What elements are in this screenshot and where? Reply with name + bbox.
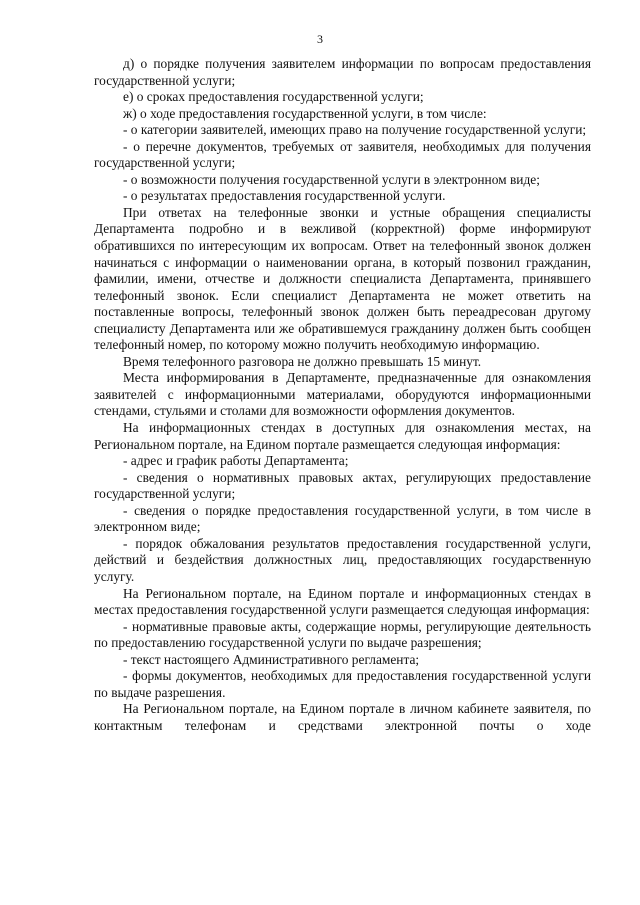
paragraph: - сведения о нормативных правовых актах, регулирующих предоставление государственной услуги; xyxy=(94,469,591,502)
paragraph: - адрес и график работы Департамента; xyxy=(123,453,349,469)
paragraph: - порядок обжалования результатов предоставления государственной услуги, действий и бездействия должностных лиц, предоставляющих государственную услугу. xyxy=(94,535,591,584)
paragraph: Места информирования в Департаменте, предназначенные для ознакомления заявителей с информационными материалами, оборудуются информационными стендами, стульями и столами для возможности оформления документов. xyxy=(94,370,591,419)
paragraph: е) о сроках предоставления государственной услуги; xyxy=(123,89,424,105)
paragraph: При ответах на телефонные звонки и устные обращения специалисты Департамента подробно и в вежливой (корректной) форме информируют обратившихся по интересующим их вопросам. Ответ на телефонный звонок должен начинаться с информации о наименовании органа, в который позвонил гражданин, фамилии, имени, отчестве и должности специалиста Департамента, принявшего телефонный звонок. Если специалист Департамента не может ответить на поставленные вопросы, телефонный звонок должен быть переадресован другому специалисту Департамента или же обратившемуся гражданину должен быть сообщен телефонный номер, по которому можно получить необходимую информацию. xyxy=(94,204,591,353)
page-number: 3 xyxy=(317,32,323,46)
paragraph: На Региональном портале, на Едином портале и информационных стендах в местах предоставления государственной услуги размещается следующая информация: xyxy=(94,585,591,618)
paragraph: - текст настоящего Административного регламента; xyxy=(123,651,420,667)
paragraph: д) о порядке получения заявителем информации по вопросам предоставления государственной услуги; xyxy=(94,56,591,88)
paragraph: - о категории заявителей, имеющих право на получение государственной услуги; xyxy=(123,122,587,138)
paragraph: ж) о ходе предоставления государственной услуги, в том числе: xyxy=(123,105,487,121)
paragraph: На Региональном портале, на Едином портале в личном кабинете заявителя, по контактным телефонам и средствами электронной почты о ходе xyxy=(94,701,591,733)
document-body xyxy=(94,56,591,734)
paragraph: - формы документов, необходимых для предоставления государственной услуги по выдаче разрешения. xyxy=(94,668,591,700)
paragraph: - о возможности получения государственной услуги в электронном виде; xyxy=(123,171,540,187)
paragraph: - о перечне документов, требуемых от заявителя, необходимых для получения государственной услуги; xyxy=(94,138,591,171)
paragraph: - нормативные правовые акты, содержащие нормы, регулирующие деятельность по предоставлению государственной услуги по выдаче разрешения; xyxy=(94,618,591,651)
paragraph: Время телефонного разговора не должно превышать 15 минут. xyxy=(123,353,482,369)
paragraph: - сведения о порядке предоставления государственной услуги, в том числе в электронном виде; xyxy=(94,502,591,535)
paragraph: На информационных стендах в доступных для ознакомления местах, на Региональном портале, на Едином портале размещается следующая информация: xyxy=(94,420,591,452)
paragraph: - о результатах предоставления государственной услуги. xyxy=(123,188,446,204)
